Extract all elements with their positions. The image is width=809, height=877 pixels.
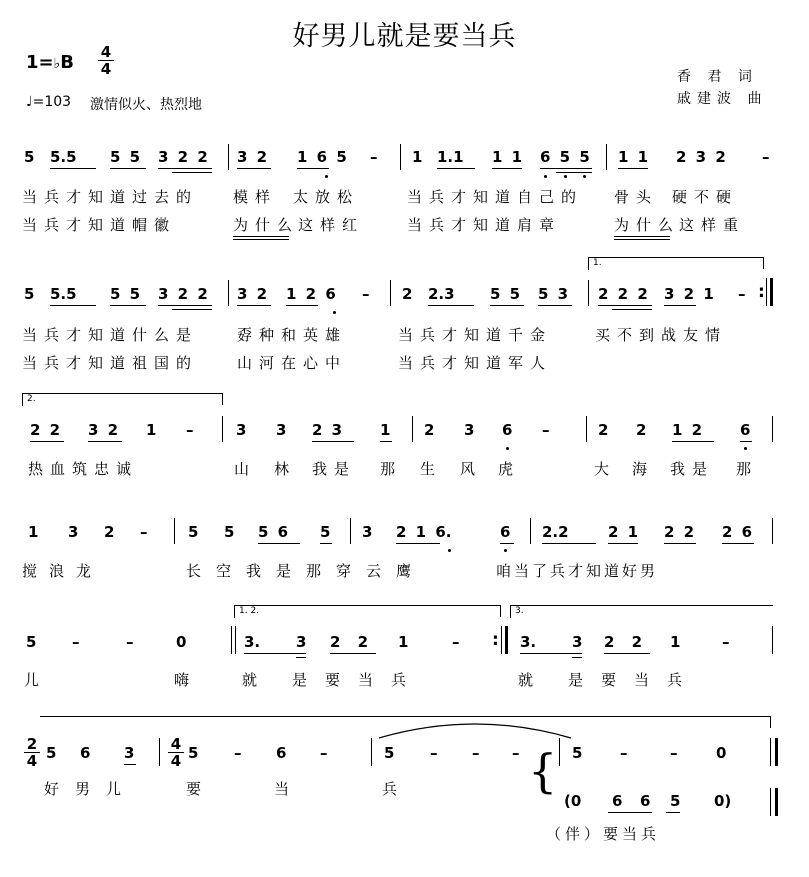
tie-arc <box>375 718 575 742</box>
note: 6 <box>276 744 287 762</box>
song-title: 好男儿就是要当兵 <box>292 21 517 52</box>
lyric: 大 <box>594 460 617 478</box>
underline <box>490 305 524 306</box>
underline <box>330 653 376 654</box>
note: 5 <box>188 523 199 541</box>
note: 1 <box>146 421 157 439</box>
lyric: 就 <box>518 671 541 689</box>
barline <box>530 518 531 544</box>
note: 3 <box>276 421 287 439</box>
barline <box>586 416 587 442</box>
lyric: 虎 <box>498 460 521 478</box>
underline <box>50 168 96 169</box>
note: – <box>362 285 370 303</box>
underline <box>520 653 582 654</box>
lyric-line-2: 当兵才知道肩章 <box>407 216 562 234</box>
underline <box>428 305 474 306</box>
lyric-line-1: 当兵才知道什么是 <box>22 326 199 344</box>
lyric: 山 <box>234 460 257 478</box>
barline <box>400 144 401 170</box>
composer-credit: 戚建波 曲 <box>677 91 768 107</box>
note: 2 <box>598 421 609 439</box>
underline <box>172 309 212 310</box>
low-dot <box>504 549 507 552</box>
second-ending-bracket: 2. <box>22 393 223 406</box>
lyric-line-1: 硬不硬 <box>672 188 739 206</box>
lyric: 咱当了兵才知道好男 <box>496 562 659 580</box>
low-dot <box>583 175 586 178</box>
underline <box>50 305 96 306</box>
repeat-sign: : <box>758 282 765 302</box>
note: 1 <box>28 523 39 541</box>
first-second-ending-bracket: 1. 2. <box>234 605 501 618</box>
note: 6 <box>80 744 91 762</box>
barline <box>501 626 502 654</box>
underline <box>540 168 592 169</box>
barline <box>559 738 560 766</box>
lyric: 长空我是那穿云鹰 <box>186 562 427 580</box>
barline <box>588 280 589 306</box>
note: 2 3 2 <box>676 148 726 166</box>
lyric-line-2: 为什么 <box>614 216 681 234</box>
note: 1 6 5 <box>297 148 347 166</box>
underline <box>740 441 752 442</box>
note: – <box>140 523 148 541</box>
low-dot <box>333 311 336 314</box>
barline <box>231 626 232 654</box>
underline <box>672 441 714 442</box>
note: 5 3 <box>538 285 569 303</box>
lyric: 是要当兵 <box>568 671 701 689</box>
note: – <box>186 421 194 439</box>
lyric-line-1: 骨头 <box>614 188 659 206</box>
note: 3 2 2 <box>158 285 208 303</box>
lyric: 好男儿 <box>44 780 138 798</box>
note: 2 <box>402 285 413 303</box>
underline <box>666 812 680 813</box>
underline <box>612 309 652 310</box>
lyric: 海 <box>632 460 655 478</box>
barline <box>350 518 351 544</box>
barline <box>772 626 773 654</box>
lyric-line-2: 当兵才知道祖国的 <box>22 354 199 372</box>
note: 2 2 2 <box>598 285 648 303</box>
lyric: 就 <box>242 671 265 689</box>
volta-end <box>763 257 764 269</box>
lyric: 我是 <box>312 460 357 478</box>
note: 5 5 <box>110 285 141 303</box>
note: 2 2 <box>30 421 61 439</box>
volta-end <box>500 605 501 617</box>
underline <box>312 441 354 442</box>
note: 0 <box>716 744 727 762</box>
underline <box>396 543 440 544</box>
time-signature-2-4: 2 4 <box>24 737 40 768</box>
note: 3 <box>124 744 135 762</box>
note: 2.2 <box>542 523 569 541</box>
note: 1 <box>380 421 391 439</box>
repeat-sign: : <box>492 630 499 650</box>
note: 1.1 <box>437 148 464 166</box>
lyric-underline <box>614 239 670 240</box>
underline <box>664 305 696 306</box>
note: 6 5 5 <box>540 148 590 166</box>
volta-line <box>40 716 770 717</box>
lyric-line-1: 当兵才知道自己的 <box>407 188 584 206</box>
underline <box>237 168 271 169</box>
note: 2 1 6. <box>396 523 452 541</box>
underline <box>604 653 650 654</box>
note: – <box>126 633 134 651</box>
lyric-line-2: 当兵才知道军人 <box>398 354 553 372</box>
note: – <box>542 421 550 439</box>
underline <box>244 653 306 654</box>
note: 5 <box>24 148 35 166</box>
lyric-line-1: 孬种和英雄 <box>237 326 348 344</box>
accomp-lyric: （伴）要当兵 <box>546 825 661 843</box>
underline <box>237 305 271 306</box>
underline <box>608 812 652 813</box>
lyric: 那 <box>380 460 403 478</box>
lyric: 林 <box>274 460 297 478</box>
barline <box>766 278 767 306</box>
note: 3. <box>520 633 537 651</box>
barline-thick <box>505 626 508 654</box>
time-signature <box>98 45 114 76</box>
lyric: 兵 <box>382 780 405 798</box>
note: 3 2 2 <box>158 148 208 166</box>
low-dot <box>506 447 509 450</box>
lyric-line-1: 当兵才知道千金 <box>398 326 553 344</box>
flat-symbol: ♭ <box>53 56 61 72</box>
underline <box>110 168 146 169</box>
lyric-line-1: 太放松 <box>293 188 360 206</box>
underline <box>158 305 212 306</box>
low-dot <box>448 549 451 552</box>
underline <box>380 441 392 442</box>
tempo-marking: ♩=103 <box>26 94 72 110</box>
lyric: 我是 <box>670 460 715 478</box>
lyric-line-2: 当兵才知道帽徽 <box>22 216 177 234</box>
accomp-note: 0) <box>714 792 732 810</box>
note: – <box>722 633 730 651</box>
underline <box>88 441 122 442</box>
lyric: 儿 <box>24 671 47 689</box>
underline <box>172 172 212 173</box>
note: 1 1 <box>618 148 649 166</box>
underline <box>110 305 146 306</box>
note: 2 <box>424 421 435 439</box>
meter-bottom: 4 <box>100 60 112 78</box>
underline <box>437 168 475 169</box>
underline <box>664 543 696 544</box>
note: – <box>512 744 520 762</box>
key-note: B <box>60 52 74 73</box>
underline <box>320 543 332 544</box>
final-barline <box>775 738 778 766</box>
lyric: 要 <box>186 780 209 798</box>
note: 3 2 <box>237 148 268 166</box>
underline <box>286 305 318 306</box>
note: 2 <box>636 421 647 439</box>
low-dot <box>564 175 567 178</box>
lyric: 风 <box>460 460 483 478</box>
note: 3 <box>362 523 373 541</box>
key-signature <box>26 52 74 73</box>
note: 2 6 <box>722 523 753 541</box>
barline <box>770 738 771 766</box>
low-dot <box>325 175 328 178</box>
accomp-note: 6 <box>640 792 651 810</box>
note: 1 1 <box>492 148 523 166</box>
underline <box>124 764 136 765</box>
first-ending-bracket: 1. <box>588 257 764 270</box>
accomp-note: (0 <box>564 792 582 810</box>
barline <box>159 738 160 766</box>
lyric: 热血筑忠诚 <box>28 460 139 478</box>
barline <box>390 280 391 306</box>
note: 5 <box>26 633 37 651</box>
note: 5 <box>46 744 57 762</box>
note: 1 <box>412 148 423 166</box>
note: – <box>472 744 480 762</box>
note: 1 <box>398 633 409 651</box>
note: 5 <box>384 744 395 762</box>
brace: { <box>528 744 558 798</box>
note: – <box>762 148 770 166</box>
lyric-line-2: 为什么 <box>233 216 300 234</box>
note: 2 1 <box>608 523 639 541</box>
low-dot <box>744 447 747 450</box>
barline <box>772 518 773 544</box>
key-prefix: 1= <box>26 52 54 73</box>
barline <box>228 280 229 306</box>
note: 3 <box>68 523 79 541</box>
note: – <box>320 744 328 762</box>
note: 3 <box>296 633 307 651</box>
note: – <box>738 285 746 303</box>
underline <box>30 441 64 442</box>
note: 3 2 1 <box>664 285 714 303</box>
note: 2 3 <box>312 421 343 439</box>
note: 5 <box>572 744 583 762</box>
note: 5.5 <box>50 285 77 303</box>
underline <box>618 168 648 169</box>
underline <box>492 168 522 169</box>
note: 3 <box>572 633 583 651</box>
barline <box>228 144 229 170</box>
barline <box>606 144 607 170</box>
barline <box>412 416 413 442</box>
low-dot <box>544 175 547 178</box>
note: 0 <box>176 633 187 651</box>
meter-top: 4 <box>100 43 112 61</box>
underline <box>572 657 582 658</box>
note: 1 <box>670 633 681 651</box>
lyric-underline <box>233 239 289 240</box>
note: 5 5 <box>110 148 141 166</box>
underline <box>542 543 596 544</box>
note: 5 <box>188 744 199 762</box>
note: 3. <box>244 633 261 651</box>
note: 1 2 6 <box>286 285 336 303</box>
underline <box>538 305 572 306</box>
note: – <box>72 633 80 651</box>
lyric: 嗨 <box>174 671 197 689</box>
lyric-underline <box>233 236 289 237</box>
accomp-note: 5 <box>670 792 681 810</box>
note: 2.3 <box>428 285 455 303</box>
underline <box>598 305 652 306</box>
lyric-line-1: 模样 <box>233 188 278 206</box>
final-barline <box>770 278 773 306</box>
note: – <box>430 744 438 762</box>
underline <box>500 543 514 544</box>
note: 6 <box>740 421 751 439</box>
note: 5.5 <box>50 148 77 166</box>
barline <box>371 738 372 766</box>
underline <box>608 543 638 544</box>
note: 5 5 <box>490 285 521 303</box>
underline <box>296 657 306 658</box>
lyric-line-1: 当兵才知道过去的 <box>22 188 199 206</box>
note: – <box>234 744 242 762</box>
note: – <box>620 744 628 762</box>
underline <box>722 543 754 544</box>
barline <box>770 788 771 816</box>
note: 2 2 <box>330 633 369 651</box>
note: 3 <box>236 421 247 439</box>
volta-end <box>770 716 771 728</box>
lyric: 当 <box>274 780 297 798</box>
third-ending-bracket: 3. <box>510 605 773 618</box>
expression-marking: 激情似火、热烈地 <box>90 97 202 113</box>
note: 6 <box>502 421 513 439</box>
time-signature-4-4: 4 4 <box>168 737 184 768</box>
note: – <box>452 633 460 651</box>
barline <box>222 416 223 442</box>
underline <box>297 168 329 169</box>
note: 6 <box>500 523 511 541</box>
lyric-underline <box>614 236 670 237</box>
note: 1 2 <box>672 421 703 439</box>
note: 2 2 <box>664 523 695 541</box>
barline <box>235 626 236 654</box>
note: 2 2 <box>604 633 643 651</box>
lyricist-credit: 香 君 词 <box>677 69 758 85</box>
note: 2 <box>104 523 115 541</box>
underline <box>258 543 300 544</box>
lyric: 是要当兵 <box>292 671 425 689</box>
barline <box>772 416 773 442</box>
note: 5 <box>224 523 235 541</box>
lyric: 那 <box>736 460 759 478</box>
note: 5 6 <box>258 523 289 541</box>
final-barline <box>775 788 778 816</box>
note: – <box>370 148 378 166</box>
underline <box>556 172 592 173</box>
note: 5 <box>24 285 35 303</box>
note: 3 2 <box>88 421 119 439</box>
note: 3 2 <box>237 285 268 303</box>
accomp-note: 6 <box>612 792 623 810</box>
note: – <box>670 744 678 762</box>
lyric-line-2: 这样重 <box>679 216 746 234</box>
note: 3 <box>464 421 475 439</box>
note: 5 <box>320 523 331 541</box>
underline <box>158 168 212 169</box>
lyric-line-1: 买不到战友情 <box>595 326 728 344</box>
barline <box>174 518 175 544</box>
lyric: 生 <box>420 460 443 478</box>
lyric: 搅浪龙 <box>22 562 104 580</box>
lyric-line-2: 这样红 <box>298 216 365 234</box>
lyric-line-2: 山河在心中 <box>237 354 348 372</box>
volta-end <box>222 393 223 405</box>
